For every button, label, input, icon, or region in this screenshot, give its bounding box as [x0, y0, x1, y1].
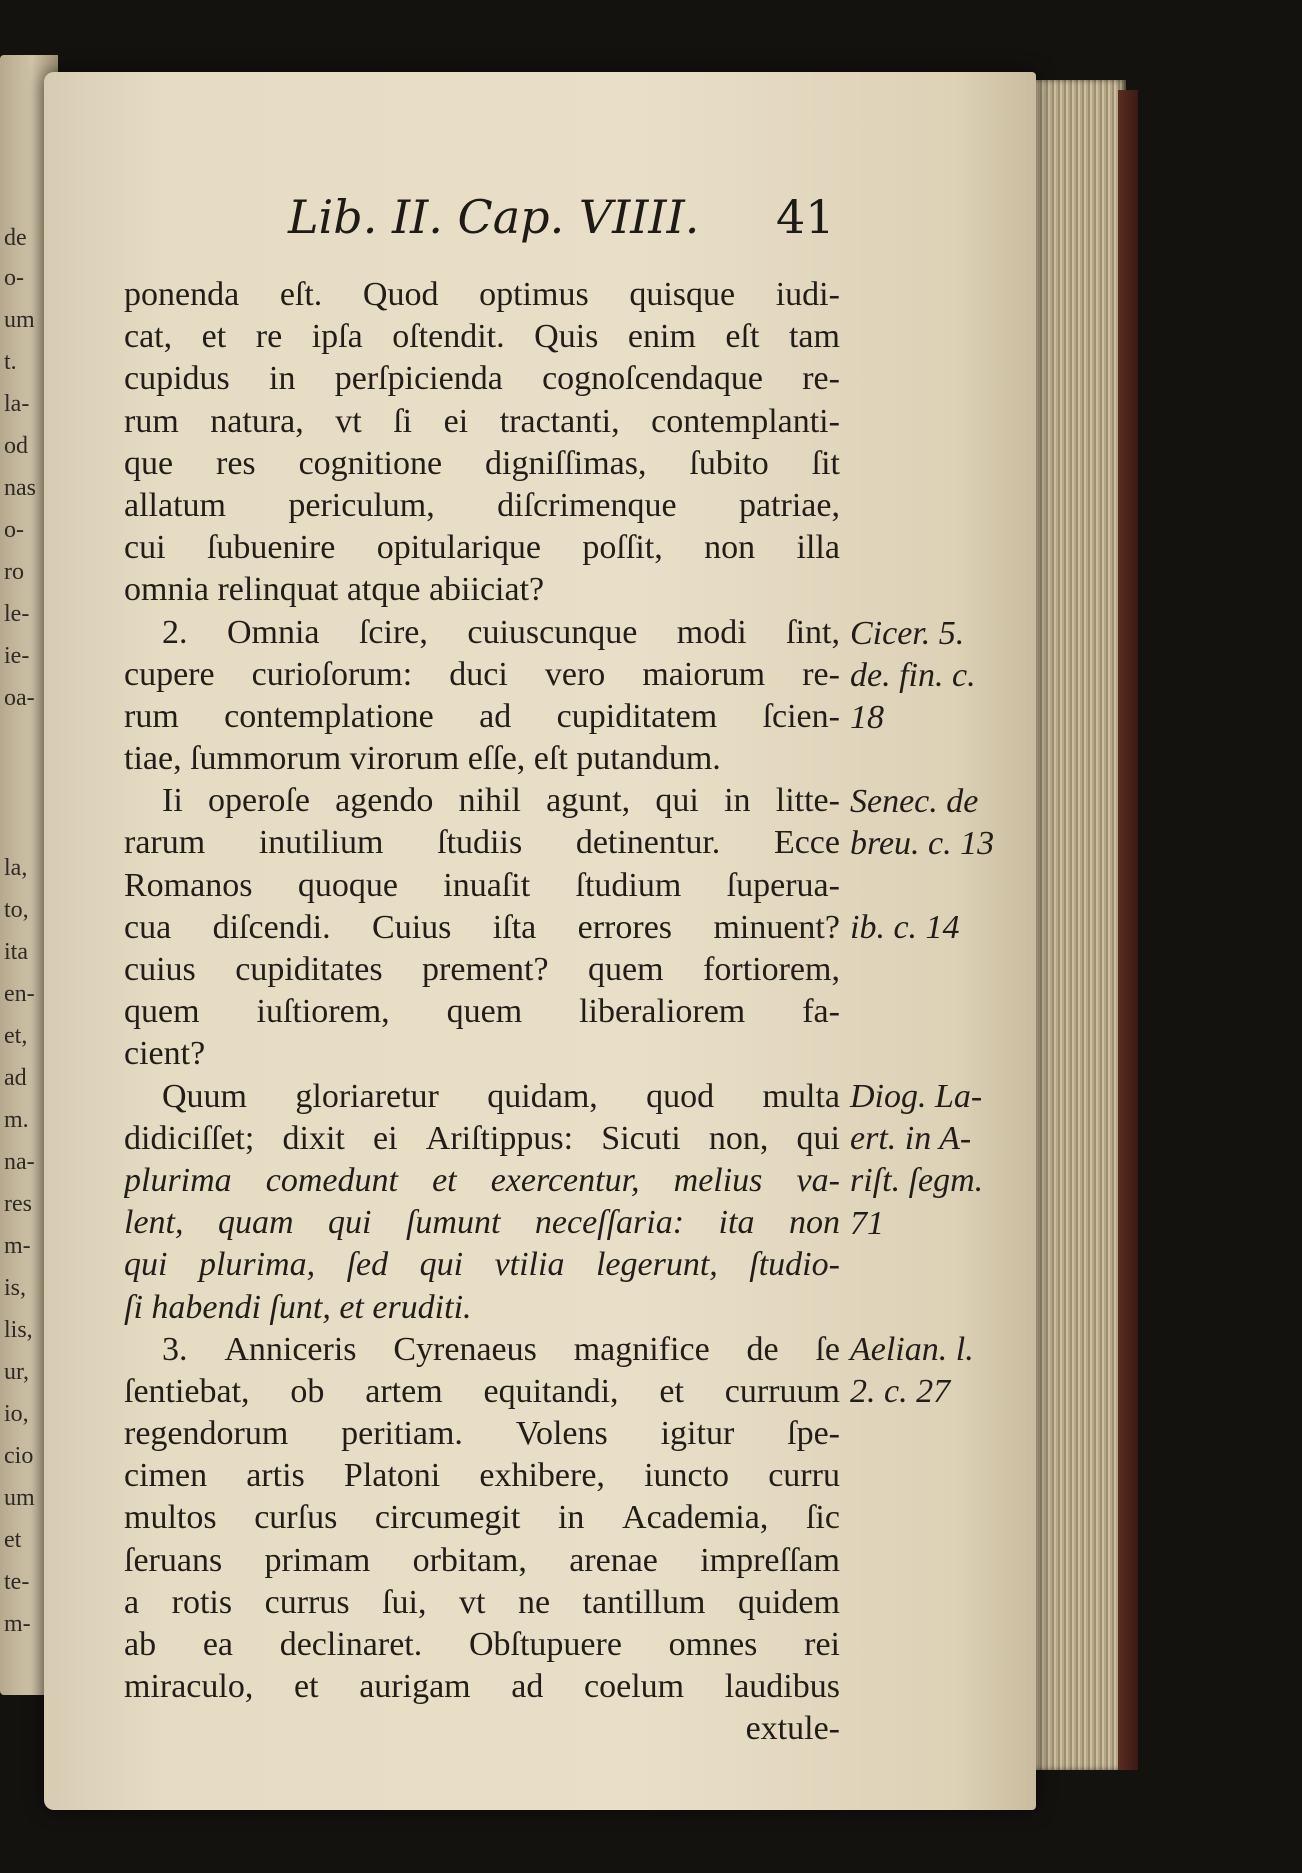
body-line: omnia relinquat atque abiiciat? — [124, 571, 545, 609]
body-line: miraculo, et aurigam ad coelum laudibus — [124, 1668, 840, 1706]
body-line: Ii operoſe agendo nihil agunt, qui in litte- — [162, 782, 840, 820]
prev-fragment: od — [4, 433, 28, 459]
page-edges — [1034, 80, 1126, 1770]
prev-fragment: en- — [4, 981, 35, 1007]
prev-fragment: cio — [4, 1443, 34, 1469]
prev-fragment: la- — [4, 391, 30, 417]
body-line: ponenda eſt. Quod optimus quisque iudi- — [124, 276, 840, 313]
prev-fragment: t. — [4, 349, 17, 375]
margin-note-line: ert. in A- — [850, 1120, 972, 1158]
body-line: cat, et re ipſa oſtendit. Quis enim eſt tam — [124, 318, 840, 356]
margin-note-line: riſt. ſegm. — [850, 1162, 984, 1200]
prev-fragment: ur, — [4, 1359, 30, 1385]
margin-note-line: 71 — [850, 1204, 884, 1242]
prev-fragment: ad — [4, 1065, 27, 1091]
page-number: 41 — [776, 190, 835, 244]
body-line: 2. Omnia ſcire, cuiuscunque modi ſint, — [162, 613, 840, 651]
body-line: ſeruans primam orbitam, arenae impreſſam — [124, 1541, 840, 1579]
body-line: cupere curioſorum: duci vero maiorum re- — [124, 655, 840, 693]
body-line: tiae, ſummorum virorum eſſe, eſt putandum. — [124, 740, 721, 778]
body-line: qui plurima, ſed qui vtilia legerunt, ſtudio- — [124, 1246, 840, 1284]
body-line: ab ea declinaret. Obſtupuere omnes rei — [124, 1626, 840, 1663]
prev-fragment: o- — [4, 265, 24, 291]
body-line: allatum periculum, diſcrimenque patriae, — [124, 486, 840, 524]
margin-note-line: ib. c. 14 — [850, 909, 960, 946]
body-line: lent, quam qui ſumunt neceſſaria: ita non — [124, 1204, 840, 1242]
prev-fragment: et, — [4, 1023, 28, 1049]
margin-note-ibid — [850, 907, 1030, 949]
prev-fragment: o- — [4, 517, 24, 543]
prev-fragment: m. — [4, 1107, 29, 1133]
running-title: Lib. II. Cap. VIIII. — [288, 190, 700, 244]
prev-fragment: lis, — [4, 1317, 33, 1343]
prev-fragment: ie- — [4, 643, 30, 669]
margin-note-cicero — [850, 613, 1030, 740]
prev-fragment: m- — [4, 1233, 31, 1259]
body-line: cuius cupiditates prement? quem fortiorem, — [124, 951, 840, 988]
body-line: extule- — [745, 1710, 840, 1748]
prev-fragment: res — [4, 1191, 32, 1217]
prev-fragment: na- — [4, 1149, 35, 1175]
margin-note-line: Cicer. 5. — [850, 615, 965, 652]
body-line: rum contemplatione ad cupiditatem ſcien- — [124, 697, 840, 735]
page-header — [44, 190, 1036, 250]
body-line: rum natura, vt ſi ei tractanti, contemplanti- — [124, 402, 840, 440]
book-cover — [1118, 90, 1138, 1770]
body-line: ſentiebat, ob artem equitandi, et curruum — [124, 1372, 840, 1410]
prev-fragment: le- — [4, 601, 30, 627]
body-text — [124, 274, 840, 1751]
body-line: multos curſus circumegit in Academia, ſic — [124, 1499, 840, 1537]
prev-fragment: te- — [4, 1569, 30, 1595]
prev-fragment: ro — [4, 559, 24, 585]
margin-note-diogenes — [850, 1076, 1030, 1245]
margin-note-line: breu. c. 13 — [850, 825, 995, 863]
body-line: cupidus in perſpicienda cognoſcendaque re- — [124, 360, 840, 398]
body-line: a rotis currus ſui, vt ne tantillum quidem — [124, 1583, 840, 1621]
prev-fragment: et — [4, 1527, 22, 1553]
margin-note-line: 18 — [850, 699, 884, 737]
body-line: ſi habendi ſunt, et eruditi. — [124, 1288, 472, 1326]
body-line: plurima comedunt et exercentur, melius va- — [124, 1161, 840, 1199]
margin-note-line: Aelian. l. — [850, 1331, 974, 1368]
body-line: cimen artis Platoni exhibere, iuncto curru — [124, 1457, 840, 1495]
margin-note-line: Diog. La- — [850, 1078, 983, 1115]
prev-fragment: io, — [4, 1401, 29, 1427]
prev-fragment: ita — [4, 939, 28, 965]
body-line: que res cognitione digniſſimas, ſubito ſit — [124, 444, 840, 482]
prev-fragment: la, — [4, 855, 28, 881]
body-line: cua diſcendi. Cuius iſta errores minuent? — [124, 908, 840, 946]
body-line: rarum inutilium ſtudiis detinentur. Ecce — [124, 824, 840, 862]
body-line: 3. Anniceris Cyrenaeus magnifice de ſe — [162, 1330, 840, 1368]
prev-fragment: to, — [4, 897, 29, 923]
body-line: didiciſſet; dixit ei Ariſtippus: Sicuti non, qui — [124, 1119, 840, 1157]
prev-fragment: nas — [4, 475, 36, 501]
prev-fragment: um — [4, 1485, 35, 1511]
margin-note-aelian — [850, 1329, 1030, 1413]
body-line: cient? — [124, 1035, 206, 1073]
prev-fragment: de — [4, 225, 27, 251]
body-line: regendorum peritiam. Volens igitur ſpe- — [124, 1415, 840, 1453]
prev-fragment: is, — [4, 1275, 27, 1301]
margin-note-line: Senec. de — [850, 783, 979, 820]
body-line: Romanos quoque inuaſit ſtudium ſuperua- — [124, 866, 840, 904]
prev-fragment: oa- — [4, 685, 35, 711]
margin-note-line: 2. c. 27 — [850, 1373, 951, 1411]
body-line: Quum gloriaretur quidam, quod multa — [162, 1077, 840, 1115]
margin-note-seneca — [850, 781, 1030, 865]
body-line: cui ſubuenire opitularique poſſit, non illa — [124, 529, 840, 567]
prev-fragment: m- — [4, 1611, 31, 1637]
body-line: quem iuſtiorem, quem liberaliorem fa- — [124, 993, 840, 1031]
margin-note-line: de. fin. c. — [850, 657, 976, 695]
prev-fragment: um — [4, 307, 35, 333]
book-page — [44, 72, 1036, 1810]
